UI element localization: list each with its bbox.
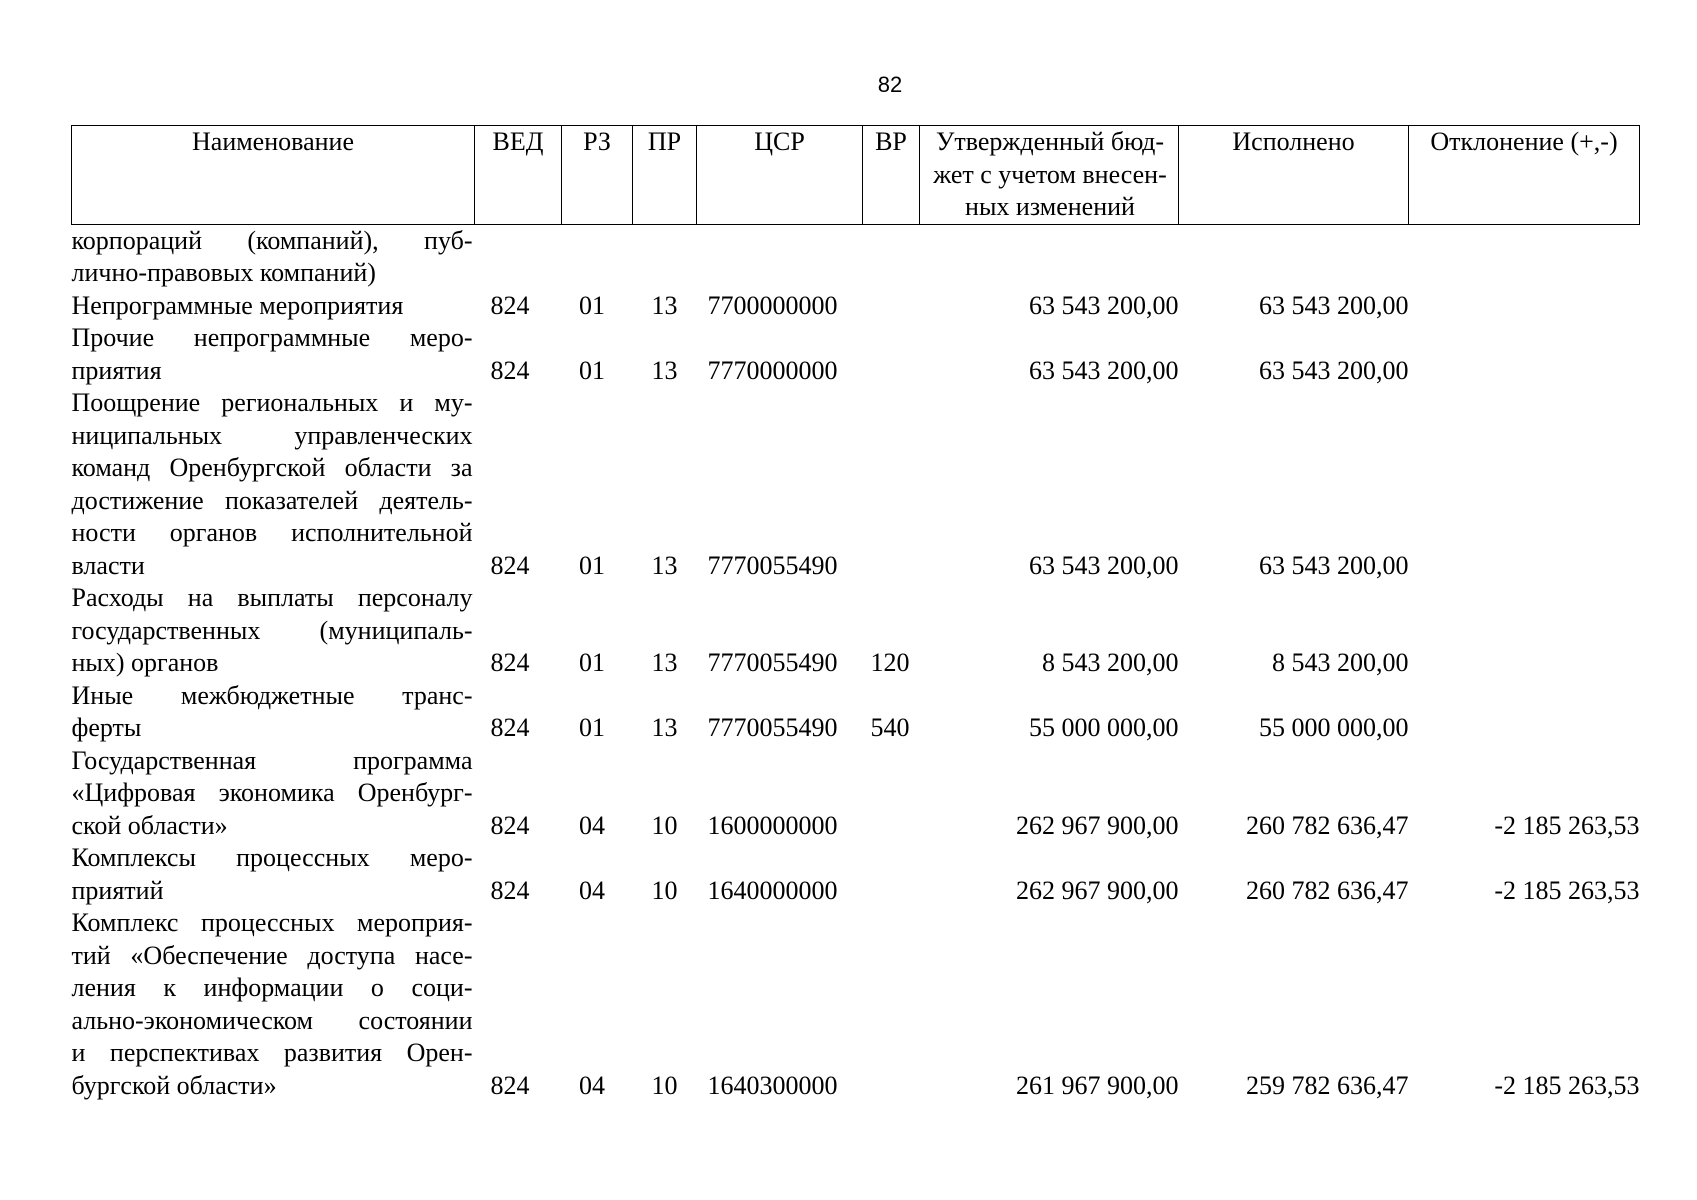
cell-name-line: и перспективах развития Орен- xyxy=(71,1038,473,1067)
cell-name xyxy=(72,907,475,1102)
cell-name xyxy=(72,290,475,323)
cell-pr xyxy=(633,224,697,290)
cell-name xyxy=(72,680,475,745)
header-executed: Исполнено xyxy=(1179,126,1409,225)
cell-ved: 824 xyxy=(490,648,530,677)
cell-pr: 10 xyxy=(651,1070,678,1100)
cell-executed: 63 543 200,00 xyxy=(1259,550,1409,580)
cell-vr xyxy=(863,387,920,582)
cell-name-line: Прочие непрограммные меро- xyxy=(71,323,473,352)
cell-name-line: Иные межбюджетные транс- xyxy=(71,680,473,710)
cell-rz: 01 xyxy=(579,355,605,385)
cell-vr: 540 xyxy=(870,713,910,742)
cell-rz: 04 xyxy=(579,810,605,840)
cell-approved-budget: 262 967 900,00 xyxy=(1016,875,1179,905)
cell-pr: 13 xyxy=(651,713,678,742)
cell-csr: 1600000000 xyxy=(707,810,838,840)
cell-name xyxy=(72,745,475,843)
cell-name-line: «Цифровая экономика Оренбург- xyxy=(71,778,473,807)
cell-ved xyxy=(475,224,562,290)
header-vr: ВР xyxy=(863,126,920,225)
cell-name xyxy=(72,842,475,907)
cell-deviation: -2 185 263,53 xyxy=(1494,875,1640,905)
budget-execution-table xyxy=(71,125,1640,1102)
cell-name-line: лично-правовых компаний) xyxy=(71,258,376,287)
cell-name-line: Комплекс процессных мероприя- xyxy=(71,908,473,937)
cell-vr xyxy=(863,224,920,290)
cell-csr: 7770000000 xyxy=(707,355,838,385)
cell-name-line: ности органов исполнительной xyxy=(71,518,473,547)
table-body xyxy=(72,224,1640,1102)
header-approved-budget-line-2: жет с учетом внесен- xyxy=(933,159,1167,189)
cell-name-line: власти xyxy=(71,550,145,580)
table-row xyxy=(72,907,1640,1102)
cell-pr: 13 xyxy=(651,550,678,580)
cell-name-line: Расходы на выплаты персоналу xyxy=(71,583,473,612)
cell-name-line: бургской области» xyxy=(71,1070,277,1100)
header-approved-budget-line-1: Утвержденный бюд- xyxy=(935,127,1165,156)
cell-name-line: Поощрение региональных и му- xyxy=(71,388,473,417)
cell-deviation xyxy=(1409,322,1640,387)
cell-approved-budget: 262 967 900,00 xyxy=(1016,810,1179,840)
header-ved: ВЕД xyxy=(475,126,562,225)
cell-pr: 13 xyxy=(651,290,678,320)
cell-executed: 63 543 200,00 xyxy=(1259,290,1409,320)
cell-name xyxy=(72,322,475,387)
cell-approved-budget: 63 543 200,00 xyxy=(1029,355,1179,385)
cell-rz: 01 xyxy=(579,290,605,320)
table-row xyxy=(72,290,1640,323)
header-name: Наименование xyxy=(72,126,475,225)
cell-name-line: государственных (муниципаль- xyxy=(71,615,473,645)
cell-name-line: Государственная программа xyxy=(71,745,473,775)
cell-vr xyxy=(863,290,920,323)
table-row xyxy=(72,582,1640,680)
table-row xyxy=(72,224,1640,290)
cell-name-line: Комплексы процессных меро- xyxy=(71,843,473,872)
cell-rz: 04 xyxy=(579,1070,605,1100)
cell-rz: 01 xyxy=(579,648,605,677)
header-pr: ПР xyxy=(633,126,697,225)
cell-executed: 63 543 200,00 xyxy=(1259,355,1409,385)
cell-name-line: ферты xyxy=(71,713,142,742)
cell-name-line: приятия xyxy=(71,355,162,385)
cell-ved: 824 xyxy=(490,355,530,385)
cell-vr xyxy=(863,322,920,387)
cell-deviation: -2 185 263,53 xyxy=(1494,810,1640,840)
cell-executed: 55 000 000,00 xyxy=(1259,713,1409,742)
cell-executed: 259 782 636,47 xyxy=(1246,1070,1409,1100)
cell-deviation xyxy=(1409,387,1640,582)
cell-name-line: Непрограммные мероприятия xyxy=(71,290,404,320)
cell-deviation xyxy=(1409,290,1640,323)
cell-csr: 1640300000 xyxy=(707,1070,838,1100)
cell-pr: 10 xyxy=(651,810,678,840)
cell-ved: 824 xyxy=(490,550,530,580)
cell-rz: 01 xyxy=(579,713,605,742)
cell-approved-budget: 8 543 200,00 xyxy=(1042,648,1179,677)
table-row xyxy=(72,842,1640,907)
cell-executed: 8 543 200,00 xyxy=(1272,648,1409,677)
page-number: 82 xyxy=(877,72,903,97)
cell-name-line: корпораций (компаний), пуб- xyxy=(71,225,473,255)
cell-ved: 824 xyxy=(490,810,530,840)
table-row xyxy=(72,387,1640,582)
cell-csr: 1640000000 xyxy=(707,875,838,905)
cell-vr: 120 xyxy=(870,648,910,677)
cell-csr xyxy=(697,224,863,290)
cell-name xyxy=(72,387,475,582)
cell-executed xyxy=(1179,224,1409,290)
table-row xyxy=(72,680,1640,745)
cell-name-line: тий «Обеспечение доступа насе- xyxy=(71,940,473,970)
header-approved-budget xyxy=(920,126,1179,225)
cell-deviation xyxy=(1409,224,1640,290)
header-approved-budget-line-3: ных изменений xyxy=(965,192,1135,221)
cell-name-line: ской области» xyxy=(71,810,228,840)
table-header xyxy=(72,126,1640,225)
cell-rz: 04 xyxy=(579,875,605,905)
cell-approved-budget xyxy=(920,224,1179,290)
cell-name-line: достижение показателей деятель- xyxy=(71,485,473,515)
cell-vr xyxy=(863,745,920,843)
cell-csr: 7700000000 xyxy=(707,290,838,320)
header-rz: РЗ xyxy=(562,126,633,225)
cell-csr: 7770055490 xyxy=(707,713,838,742)
cell-executed: 260 782 636,47 xyxy=(1246,875,1409,905)
cell-approved-budget: 63 543 200,00 xyxy=(1029,290,1179,320)
cell-pr: 10 xyxy=(651,875,678,905)
cell-deviation xyxy=(1409,680,1640,745)
cell-deviation xyxy=(1409,582,1640,680)
cell-ved: 824 xyxy=(490,290,530,320)
cell-csr: 7770055490 xyxy=(707,550,838,580)
cell-vr xyxy=(863,907,920,1102)
cell-rz: 01 xyxy=(579,550,605,580)
cell-approved-budget: 55 000 000,00 xyxy=(1029,713,1179,742)
table-row xyxy=(72,745,1640,843)
cell-ved: 824 xyxy=(490,875,530,905)
cell-executed: 260 782 636,47 xyxy=(1246,810,1409,840)
cell-pr: 13 xyxy=(651,648,678,677)
cell-name xyxy=(72,582,475,680)
cell-ved: 824 xyxy=(490,1070,530,1100)
cell-name-line: ниципальных управленческих xyxy=(71,420,473,450)
cell-name-line: ных) органов xyxy=(71,648,219,677)
cell-deviation: -2 185 263,53 xyxy=(1494,1070,1640,1100)
cell-name-line: команд Оренбургской области за xyxy=(71,453,473,482)
cell-vr xyxy=(863,842,920,907)
cell-csr: 7770055490 xyxy=(707,648,838,677)
cell-approved-budget: 63 543 200,00 xyxy=(1029,550,1179,580)
cell-rz xyxy=(562,224,633,290)
cell-name-line: приятий xyxy=(71,875,164,905)
header-deviation: Отклонение (+,-) xyxy=(1409,126,1640,225)
header-csr: ЦСР xyxy=(697,126,863,225)
cell-pr: 13 xyxy=(651,355,678,385)
cell-name-line: ально-экономическом состоянии xyxy=(71,1005,473,1035)
cell-name-line: ления к информации о соци- xyxy=(71,973,473,1002)
cell-name xyxy=(72,224,475,290)
table-row xyxy=(72,322,1640,387)
cell-approved-budget: 261 967 900,00 xyxy=(1016,1070,1179,1100)
cell-ved: 824 xyxy=(490,713,530,742)
